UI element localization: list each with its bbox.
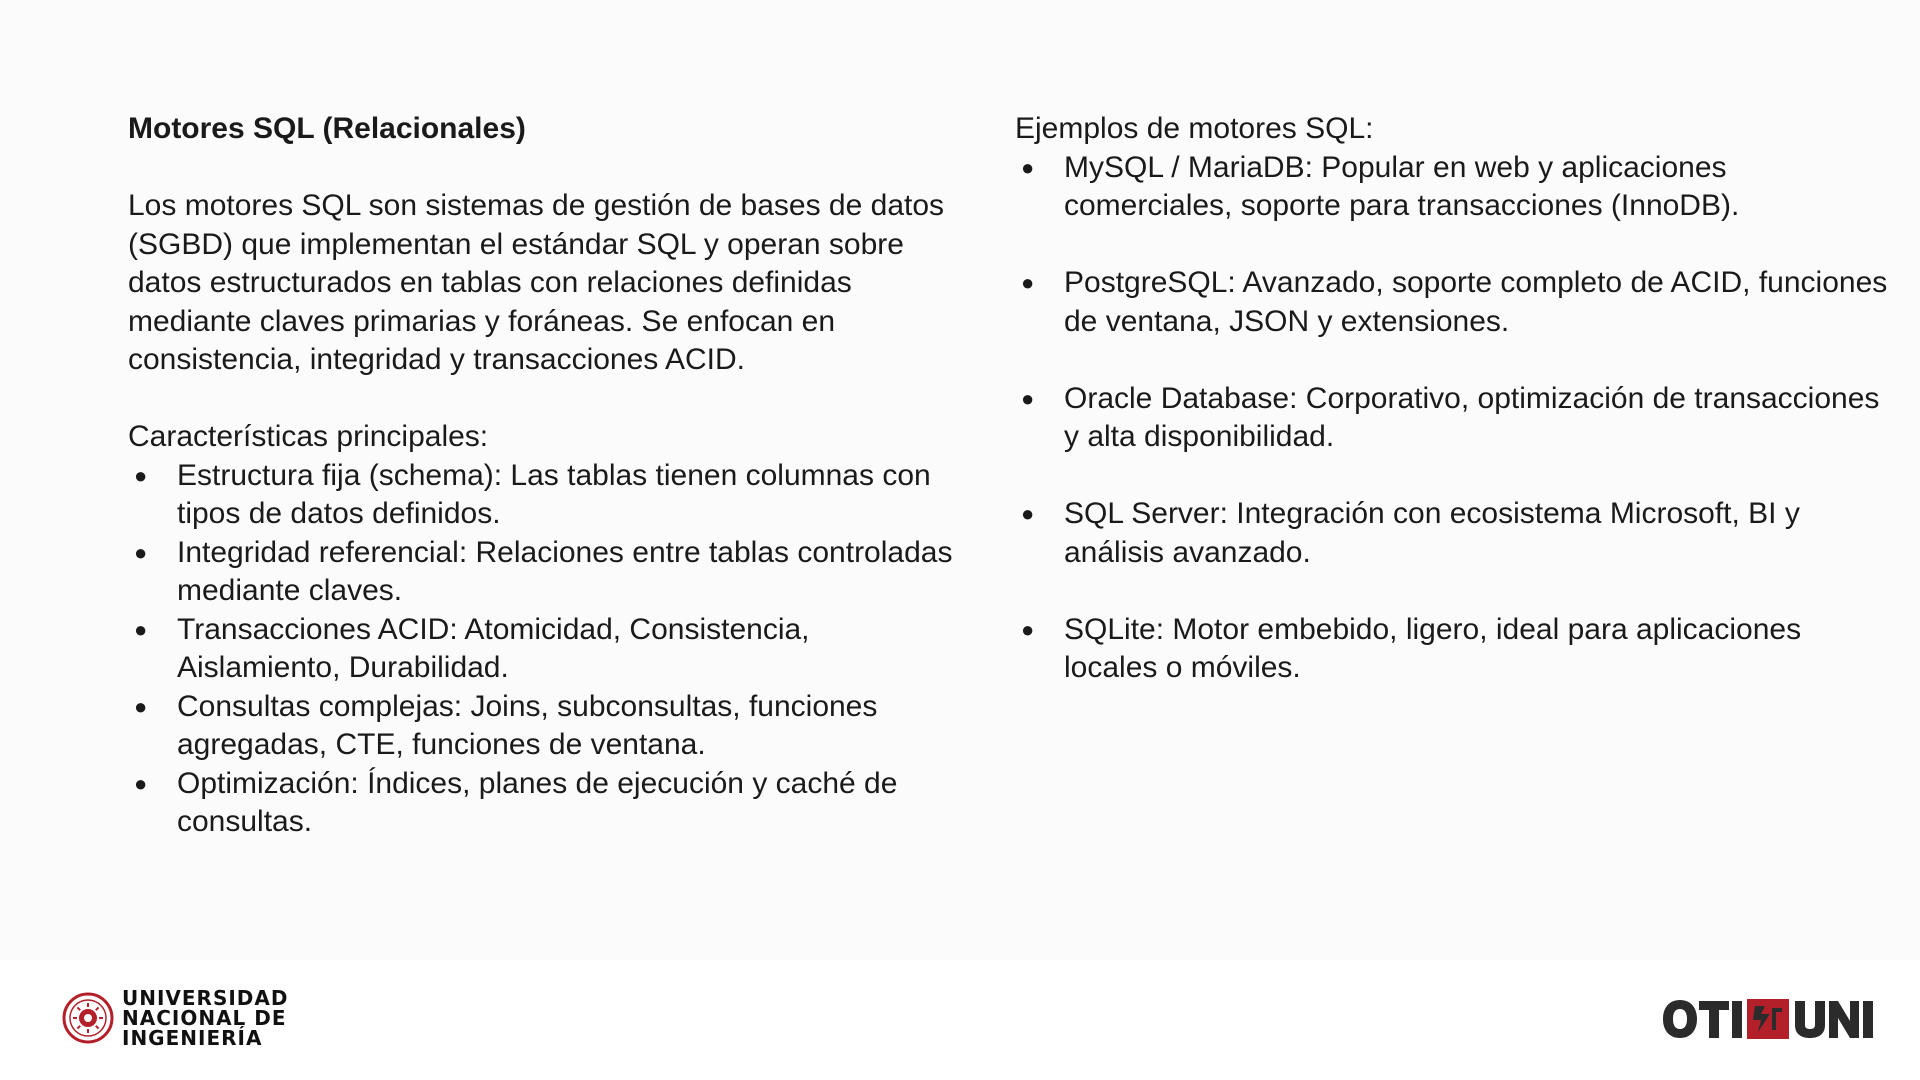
university-name xyxy=(122,988,289,1048)
page-title: Motores SQL (Relacionales) xyxy=(128,112,526,145)
list-item: ● Optimización: Índices, planes de ejecución y caché de consultas. xyxy=(128,765,978,842)
features-list xyxy=(128,457,978,842)
list-item: ● Estructura fija (schema): Las tablas tienen columnas con tipos de datos definidos. xyxy=(128,457,978,534)
list-item: ● Consultas complejas: Joins, subconsultas, funciones agregadas, CTE, funciones de ventana. xyxy=(128,688,978,765)
list-item: ● Transacciones ACID: Atomicidad, Consistencia, Aislamiento, Durabilidad. xyxy=(128,611,978,688)
examples-list xyxy=(1015,149,1895,688)
list-item: ● Oracle Database: Corporativo, optimización de transacciones y alta disponibilidad. xyxy=(1015,380,1895,457)
list-item: ● SQLite: Motor embebido, ligero, ideal para aplicaciones locales o móviles. xyxy=(1015,611,1895,688)
oti-uni-logo xyxy=(1662,998,1876,1040)
list-item: ● SQL Server: Integración con ecosistema Microsoft, BI y análisis avanzado. xyxy=(1015,495,1895,572)
list-item: ● Integridad referencial: Relaciones entre tablas controladas mediante claves. xyxy=(128,534,978,611)
footer xyxy=(0,960,1920,1080)
university-logo xyxy=(62,985,289,1051)
university-name-line: UNIVERSIDAD xyxy=(122,986,289,1010)
left-column xyxy=(128,110,978,842)
examples-title: Ejemplos de motores SQL: xyxy=(1015,112,1374,145)
university-seal-icon xyxy=(62,985,114,1051)
intro-paragraph: Los motores SQL son sistemas de gestión de bases de datos (SGBD) que implementan el estándar SQL y operan sobre datos estructurados en tablas con relaciones definidas mediante claves primarias y foráneas. Se enfocan en consistencia, integridad y transacciones ACID. xyxy=(128,189,945,376)
list-item: ● PostgreSQL: Avanzado, soporte completo de ACID, funciones de ventana, JSON y extensiones. xyxy=(1015,264,1895,341)
university-name-line: NACIONAL DE xyxy=(122,1006,287,1030)
spacer xyxy=(128,149,978,188)
features-title: Características principales: xyxy=(128,420,489,453)
right-column xyxy=(1015,110,1895,726)
list-item: ● MySQL / MariaDB: Popular en web y aplicaciones comerciales, soporte para transacciones (InnoDB). xyxy=(1015,149,1895,226)
university-name-line: INGENIERÍA xyxy=(122,1026,263,1050)
spacer xyxy=(128,380,978,419)
